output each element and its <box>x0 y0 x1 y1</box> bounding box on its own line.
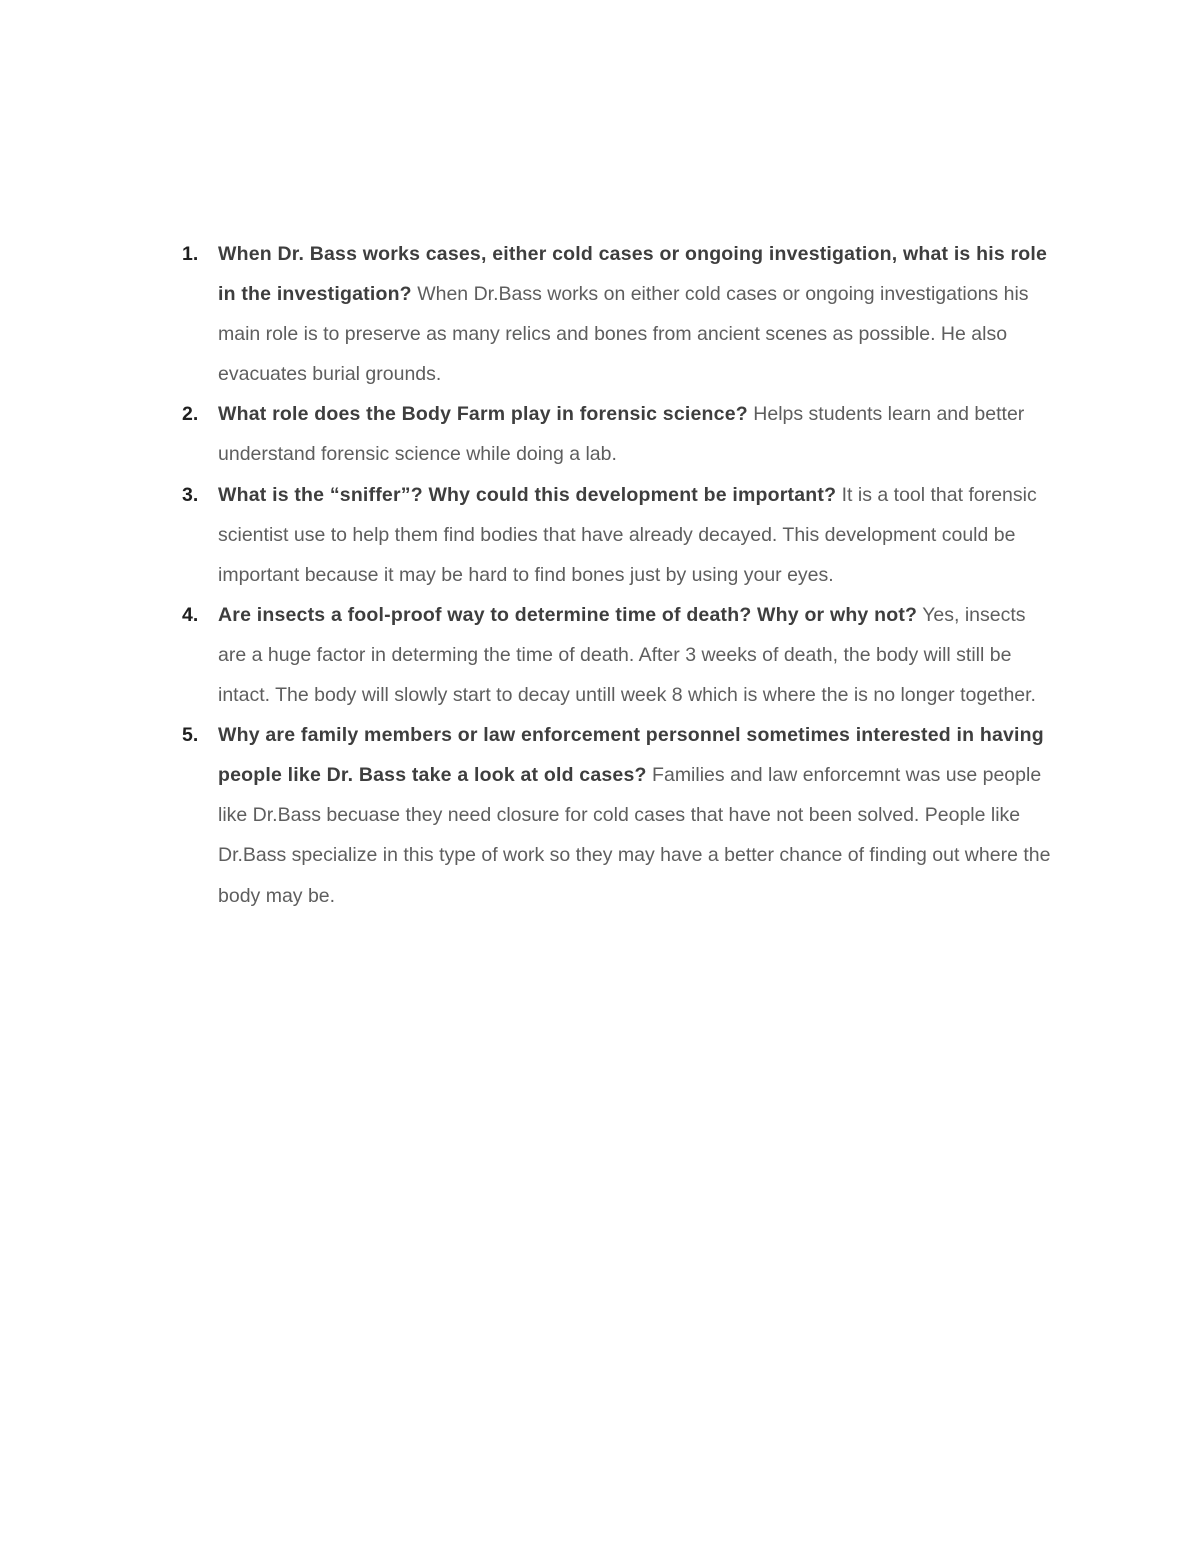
question-item-4 <box>182 595 1052 715</box>
question-item-5 <box>182 715 1052 915</box>
answer-text: When Dr.Bass works on either cold cases or ongoing investigations his main role is to preserve as many relics and bones from ancient scenes as possible. He also evacuates burial grounds. <box>218 283 1029 386</box>
answer-text: Helps students learn and better understand forensic science while doing a lab. <box>218 403 1025 466</box>
answer-text: Yes, insects are a huge factor in determing the time of death. After 3 weeks of death, the body will still be intact. The body will slowly start to decay untill week 8 which is where the is no longer together. <box>218 603 1036 707</box>
question-text: When Dr. Bass works cases, either cold cases or ongoing investigation, what is his role in the investigation? <box>218 243 1048 306</box>
question-number: 2. <box>182 403 199 426</box>
question-text: What is the “sniffer”? Why could this development be important? <box>218 483 837 506</box>
question-item-3 <box>182 475 1052 595</box>
question-list <box>182 234 1052 916</box>
question-number: 4. <box>182 603 199 626</box>
question-text: What role does the Body Farm play in forensic science? <box>218 403 748 426</box>
question-item-1 <box>182 234 1052 394</box>
question-text: Why are family members or law enforcement personnel sometimes interested in having people like Dr. Bass take a look at old cases? <box>218 724 1044 787</box>
question-number: 3. <box>182 483 199 506</box>
question-number: 1. <box>182 243 199 265</box>
answer-text: It is a tool that forensic scientist use to help them find bodies that have already decayed. This development could be important because it may be hard to find bones just by using your eyes. <box>218 483 1037 586</box>
answer-text: Families and law enforcemnt was use people like Dr.Bass becuase they need closure for cold cases that have not been solved. People like Dr.Bass specialize in this type of work so they may have a better chance of finding out where the body may be. <box>218 764 1051 907</box>
question-number: 5. <box>182 724 199 747</box>
question-text: Are insects a fool-proof way to determine time of death? Why or why not? <box>218 603 918 626</box>
question-item-2 <box>182 394 1052 474</box>
